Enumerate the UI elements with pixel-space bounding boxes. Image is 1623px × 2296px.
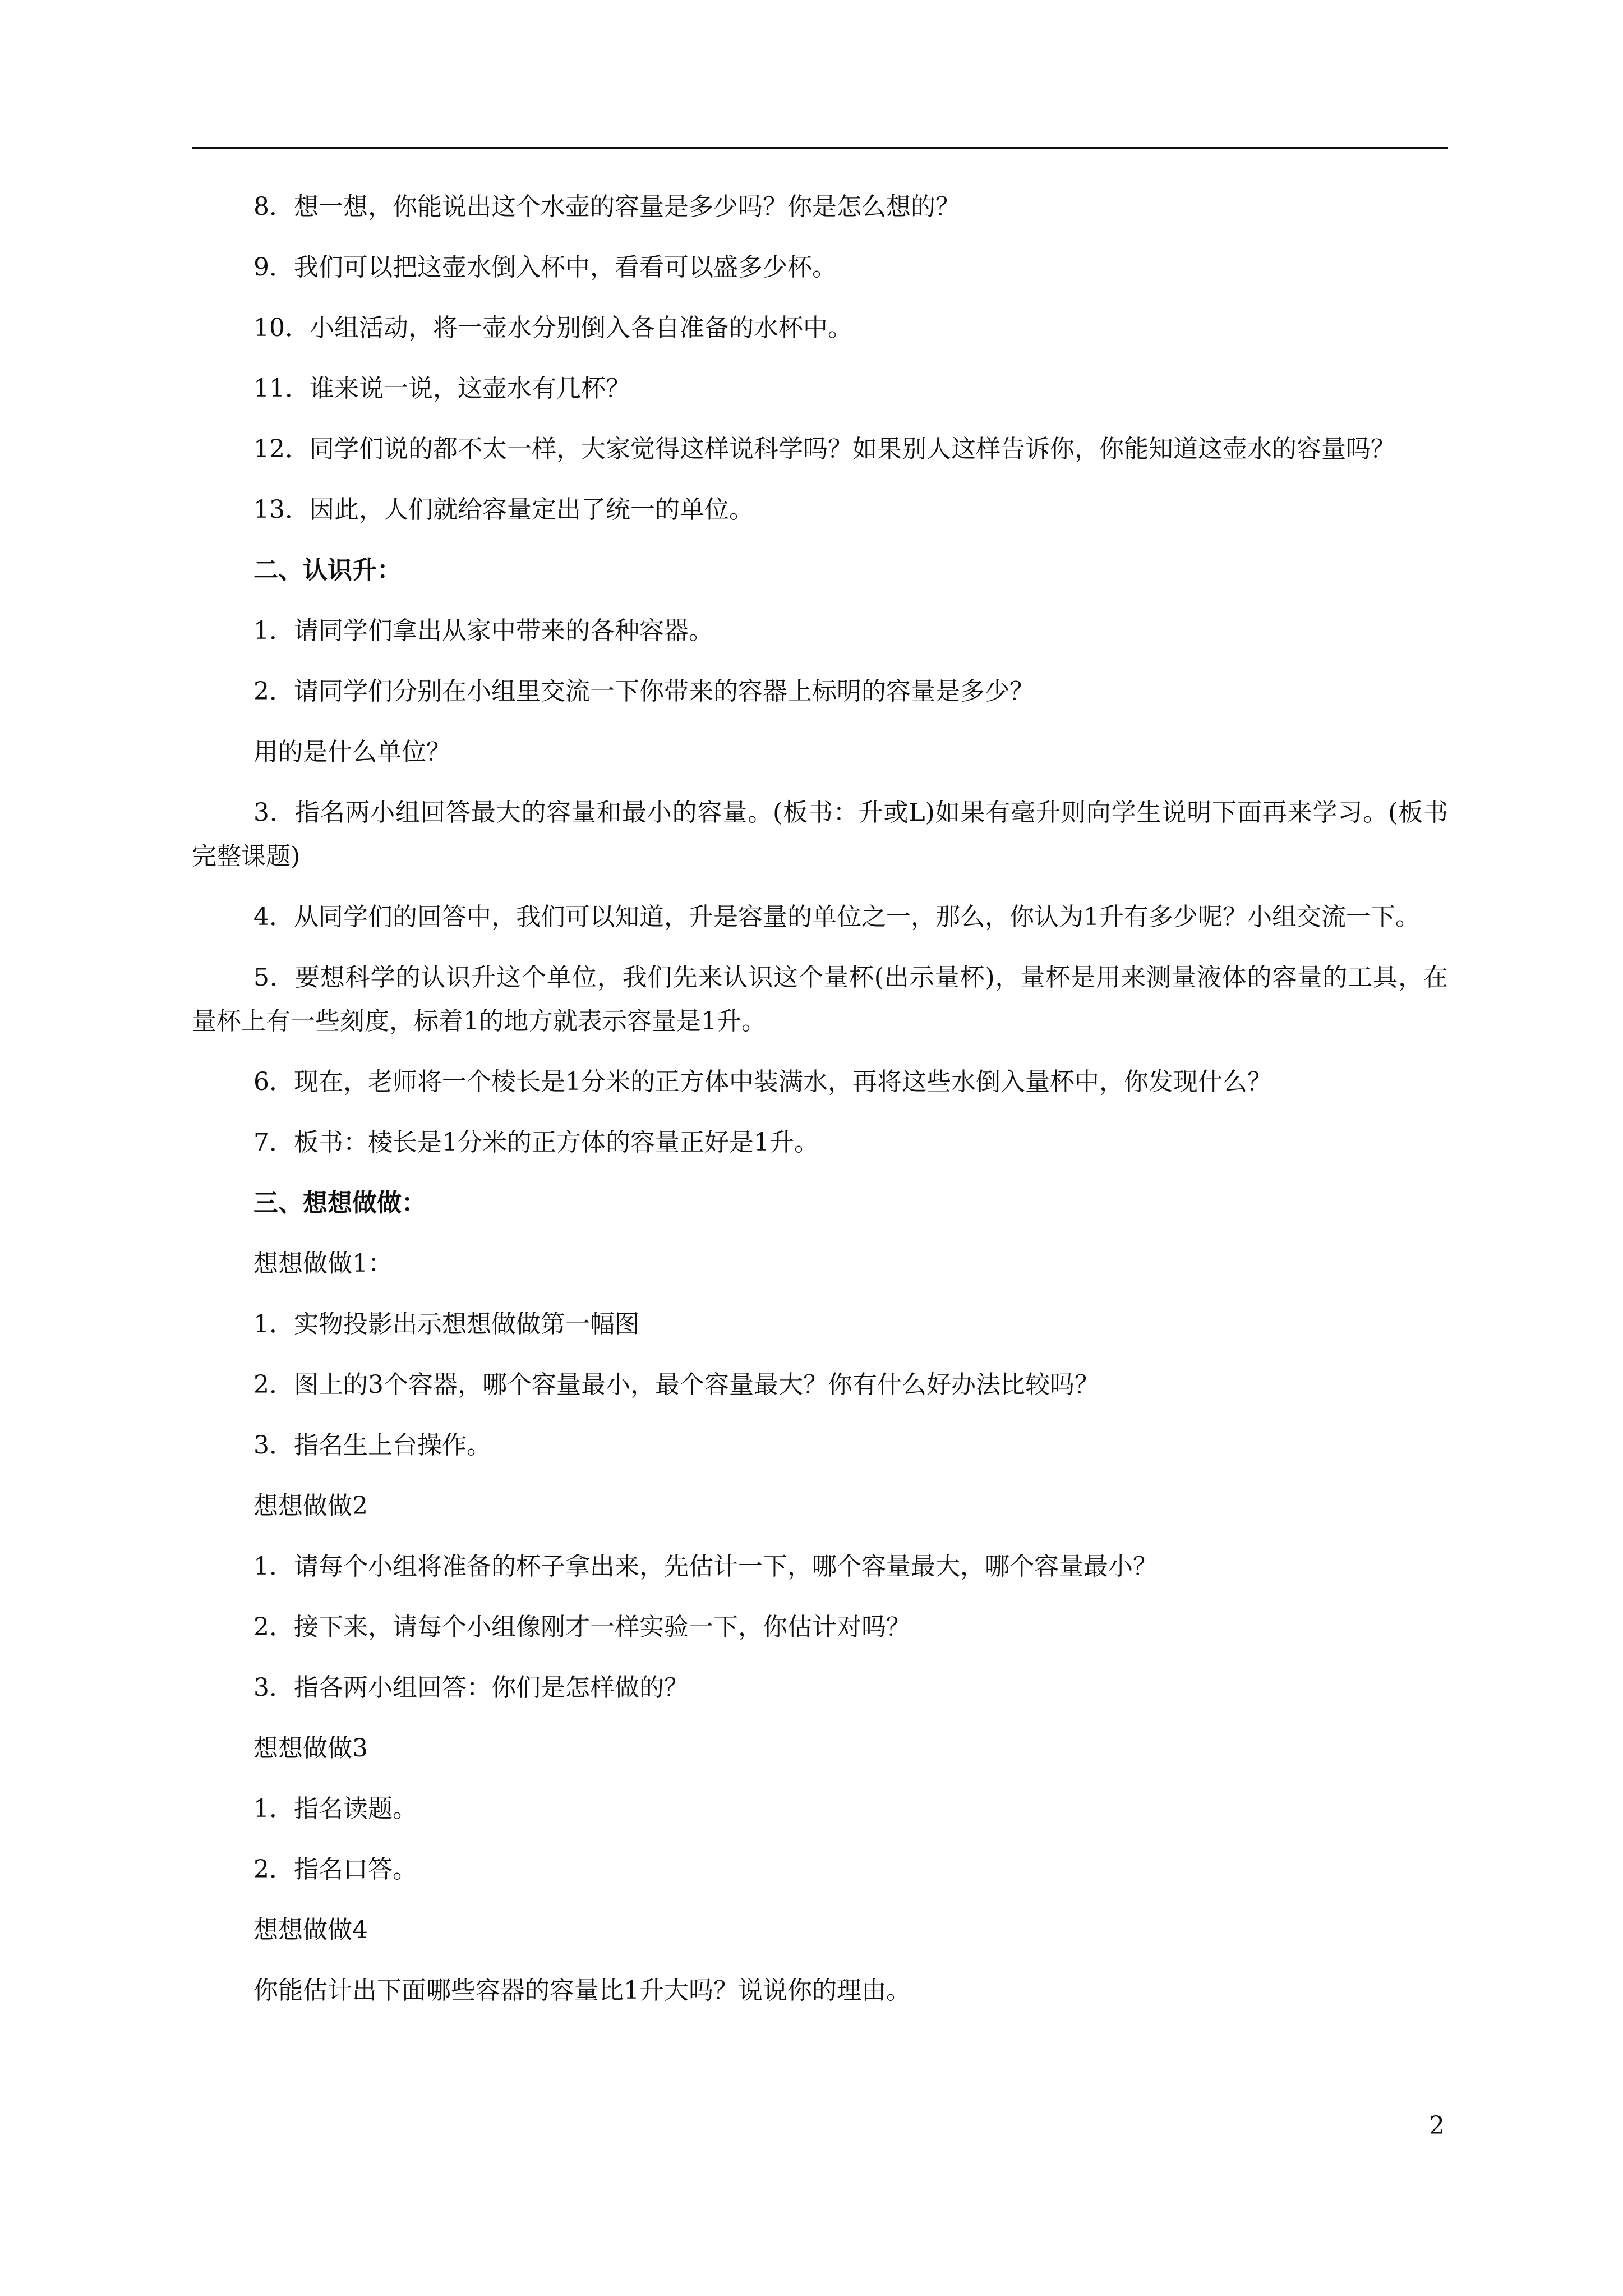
paragraph: 7．板书：棱长是1分米的正方体的容量正好是1升。 [253, 1128, 819, 1157]
paragraph: 2．请同学们分别在小组里交流一下你带来的容器上标明的容量是多少？ [253, 677, 1034, 706]
document-body [192, 185, 1448, 2030]
paragraph: 5．要想科学的认识升这个单位，我们先来认识这个量杯(出示量杯)，量杯是用来测量液体的容量的工具，在量杯上有一些刻度，标着1的地方就表示容量是1升。 [192, 963, 1448, 1036]
paragraph: 1．请每个小组将准备的杯子拿出来，先估计一下，哪个容量最大，哪个容量最小？ [253, 1552, 1158, 1581]
paragraph: 1．请同学们拿出从家中带来的各种容器。 [253, 616, 713, 645]
paragraph: 想想做做2 [253, 1492, 368, 1520]
paragraph: 3．指名两小组回答最大的容量和最小的容量。(板书：升或L)如果有毫升则向学生说明下面再来学习。(板书完整课题) [192, 798, 1448, 871]
paragraph: 6．现在，老师将一个棱长是1分米的正方体中装满水，再将这些水倒入量杯中，你发现什么？ [253, 1068, 1272, 1096]
section-heading: 三、想想做做： [253, 1189, 426, 1217]
paragraph: 8．想一想，你能说出这个水壶的容量是多少吗？你是怎么想的？ [253, 192, 960, 221]
paragraph: 3．指名生上台操作。 [253, 1431, 491, 1460]
paragraph: 想想做做3 [253, 1734, 368, 1763]
paragraph: 2．指名口答。 [253, 1855, 417, 1884]
paragraph: 4．从同学们的回答中，我们可以知道，升是容量的单位之一，那么，你认为1升有多少呢？小组交流一下。 [253, 903, 1420, 931]
header-rule [192, 147, 1448, 149]
paragraph: 想想做做4 [253, 1916, 368, 1944]
paragraph: 你能估计出下面哪些容器的容量比1升大吗？说说你的理由。 [253, 1976, 911, 2005]
paragraph: 想想做做1： [253, 1249, 393, 1278]
section-heading: 二、认识升： [253, 556, 402, 585]
paragraph: 2．图上的3个容器，哪个容量最小，最个容量最大？你有什么好办法比较吗？ [253, 1370, 1099, 1399]
paragraph: 12．同学们说的都不太一样，大家觉得这样说科学吗？如果别人这样告诉你，你能知道这壶水的容量吗？ [253, 435, 1395, 463]
paragraph: 1．指名读题。 [253, 1795, 417, 1823]
paragraph: 3．指各两小组回答：你们是怎样做的？ [253, 1673, 689, 1702]
paragraph: 10．小组活动，将一壶水分别倒入各自准备的水杯中。 [253, 314, 852, 342]
paragraph: 13．因此，人们就给容量定出了统一的单位。 [253, 495, 754, 524]
paragraph: 1．实物投影出示想想做做第一幅图 [253, 1310, 639, 1338]
page-number: 2 [1429, 2111, 1445, 2140]
paragraph: 用的是什么单位？ [253, 738, 451, 766]
paragraph: 11．谁来说一说，这壶水有几杯？ [253, 374, 630, 403]
paragraph: 9．我们可以把这壶水倒入杯中，看看可以盛多少杯。 [253, 253, 837, 282]
paragraph: 2．接下来，请每个小组像刚才一样实验一下，你估计对吗？ [253, 1613, 911, 1641]
